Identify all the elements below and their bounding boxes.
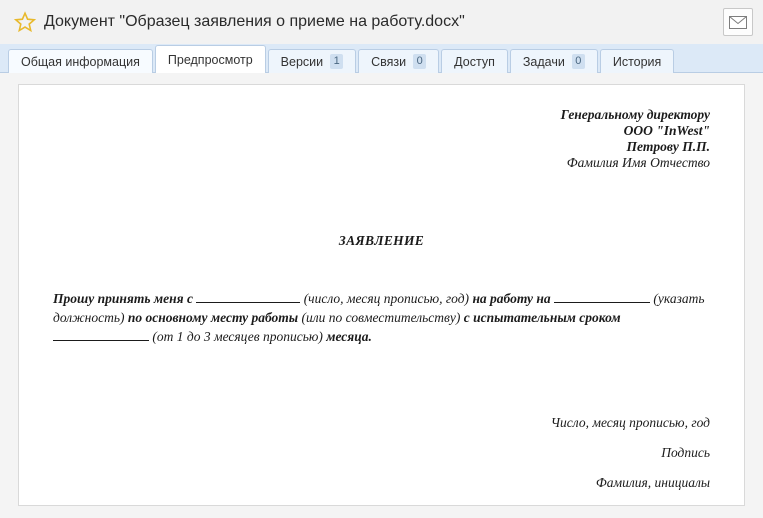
tab-bar bbox=[0, 44, 763, 73]
tab-label: Задачи bbox=[522, 54, 565, 69]
tab-versions[interactable] bbox=[268, 49, 356, 73]
tab-badge-count: 0 bbox=[413, 54, 426, 69]
addressee-line-4: Фамилия Имя Отчество bbox=[566, 155, 710, 170]
document-heading: ЗАЯВЛЕНИЕ bbox=[338, 233, 425, 248]
envelope-icon[interactable] bbox=[723, 8, 753, 36]
tab-links[interactable] bbox=[358, 49, 439, 73]
document-addressee-block bbox=[53, 107, 710, 171]
body-part-2: (число, месяц прописью, год) bbox=[303, 291, 470, 306]
tab-label: Связи bbox=[371, 54, 407, 69]
tab-general-info[interactable] bbox=[8, 49, 153, 73]
body-part-8: (от 1 до 3 месяцев прописью) bbox=[152, 329, 323, 344]
document-page bbox=[19, 85, 744, 506]
tab-badge-count: 0 bbox=[572, 54, 585, 69]
tab-label: Предпросмотр bbox=[167, 52, 253, 67]
addressee-line-3: Петрову П.П. bbox=[626, 139, 710, 154]
document-preview-pane bbox=[18, 84, 745, 506]
signature-sign: Подпись bbox=[661, 445, 710, 460]
page-title: Документ "Образец заявления о приеме на работу.docx" bbox=[44, 13, 465, 30]
tab-label: Версии bbox=[280, 54, 324, 69]
body-part-3: на работу на bbox=[472, 291, 551, 306]
blank-line-position bbox=[554, 290, 650, 303]
tab-badge-count: 1 bbox=[330, 54, 343, 69]
tab-label: Доступ bbox=[454, 54, 495, 69]
document-signature-block bbox=[53, 408, 710, 498]
signature-date: Число, месяц прописью, год bbox=[550, 415, 710, 430]
signature-name: Фамилия, инициалы bbox=[595, 475, 710, 490]
tab-label: Общая информация bbox=[21, 54, 140, 69]
tab-access[interactable] bbox=[441, 49, 508, 73]
body-part-7: с испытательным сроком bbox=[463, 310, 621, 325]
document-body bbox=[53, 289, 710, 346]
tab-tasks[interactable] bbox=[510, 49, 598, 73]
addressee-line-2: ООО "InWest" bbox=[623, 123, 710, 138]
body-part-9: месяца. bbox=[326, 329, 372, 344]
body-part-5: по основному месту работы bbox=[127, 310, 299, 325]
body-part-4: (указать должность) bbox=[53, 291, 705, 325]
tab-preview[interactable] bbox=[155, 45, 266, 73]
addressee-line-1: Генеральному директору bbox=[560, 107, 710, 122]
blank-line-probation bbox=[53, 328, 149, 341]
blank-line-date bbox=[196, 290, 300, 303]
body-part-1: Прошу принять меня с bbox=[53, 291, 193, 306]
tab-label: История bbox=[612, 54, 662, 69]
body-part-6: (или по совместительству) bbox=[301, 310, 461, 325]
star-icon[interactable] bbox=[14, 11, 36, 33]
window-titlebar bbox=[0, 0, 763, 44]
tab-history[interactable] bbox=[600, 49, 674, 73]
